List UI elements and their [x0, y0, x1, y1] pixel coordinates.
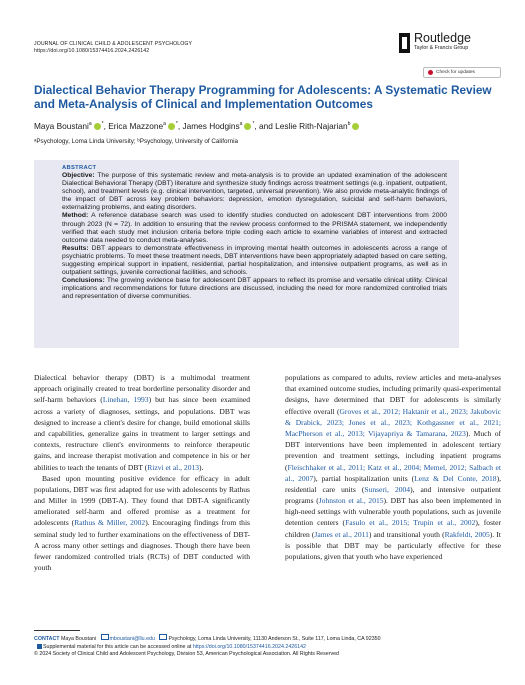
publisher-subname: Taylor & Francis Group	[414, 45, 469, 51]
contact-label: CONTACT	[34, 636, 60, 642]
contact-line	[34, 634, 504, 644]
abstract-conclusions	[62, 277, 447, 301]
supplemental-text: Supplemental material for this article can be accessed online at	[43, 643, 192, 650]
author-marker: *	[101, 121, 104, 127]
abstract-objective-text: The purpose of this systematic review and meta-analysis is to provide an updated examination of the adolescent Dialectical Behavioral Therapy (DBT) literature and synthesize study findings across treatment settings (e.g. inpatient, outpatient, school), and treatment levels (e.g. clinical intervention, targeted, universal prevention). We also provide meta-analytic findings of the impact of DBT across key problem behaviors: depression, emotion dysregulation, suicidal and self-harm behaviors, externalizing problems, and eating disorders.	[62, 172, 447, 212]
body-text: ), foster children (	[285, 518, 501, 539]
footnote-divider	[34, 630, 80, 631]
body-text: ). DBT has also been implemented in high-need settings with vulnerable youth populations, such as juvenile detention centers (	[285, 496, 501, 528]
abstract-conclusions-text: The growing evidence base for adolescent DBT appears to reflect its promise and versatile clinical utility. Clinical implications and recommendations for future directions are discussed, including the need for more randomized controlled trials and representation of diverse communities.	[62, 277, 447, 301]
body-text: populations as compared to adults, review articles and meta-analyses that examined outcome studies, including primarily quasi-experimental designs, have determined that DBT for adolescents is similarly effective overall (	[285, 373, 501, 416]
author-marker: *	[252, 121, 255, 127]
author-affiliation-mark: b	[347, 121, 351, 127]
author-list: Maya Boustani$^a$ *, Erica Mazzone$^a$ *, James Hodgins$^a$ *, and Leslie Rith-Najarian$^b$	[34, 119, 504, 132]
body-column-right	[285, 372, 501, 562]
author-name[interactable]: Leslie Rith-Najarian	[275, 120, 348, 131]
abstract-objective	[62, 172, 447, 212]
supplemental-line	[34, 644, 504, 652]
copyright: © 2024 Society of Clinical Child and Adolescent Psychology, Division 53, American Psychological Association. All Rights Reserved	[34, 651, 339, 657]
contact-address: Psychology, Loma Linda University, 11130 Anderson St., Suite 117, Loma Linda, CA 92350	[168, 636, 381, 642]
routledge-logo-icon	[399, 33, 410, 53]
abstract-objective-label: Objective:	[62, 172, 95, 179]
body-text: ) and transitional youth (	[368, 529, 445, 539]
body-paragraph	[34, 473, 250, 574]
journal-doi-link[interactable]: https://doi.org/10.1080/15374416.2024.2426142	[34, 48, 150, 54]
check-for-updates-label: Check for updates	[436, 70, 475, 75]
orcid-icon[interactable]	[168, 123, 175, 130]
citation-link[interactable]: Lenz & Del Conte, 2018	[414, 473, 497, 483]
journal-header	[34, 41, 192, 55]
abstract-results	[62, 245, 447, 277]
check-for-updates-button[interactable]	[423, 67, 501, 78]
body-text: ) but has since been examined across a variety of diagnoses, settings, and populations. DBT was designed to increase a client's desire for change, build emotional skills and capabilities, generalize gains in treatment to larger settings and contexts, restructure client's environments to reinforce therapeutic gains, and increase therapist motivation and competence in his or her abilities to teach the tenants of DBT (	[34, 395, 250, 472]
contact-footnote	[34, 634, 504, 659]
citation-link[interactable]: Rathus & Miller, 2002	[74, 518, 146, 528]
citation-link[interactable]: Groves et al., 2012; Haktanir et al., 2023; Jakubovic & Drabick, 2023; Jones et al., 2023; Kothgassner et al., 2021; MacPherson et al., 2013; Vijayapriya & Tamarana, 2023	[285, 406, 502, 438]
citation-link[interactable]: Linehan, 1993	[102, 395, 149, 405]
abstract-method-label: Method:	[62, 212, 89, 220]
orcid-icon[interactable]	[244, 123, 251, 130]
body-paragraph	[34, 372, 250, 473]
body-text: Dialectical behavior therapy (DBT) is a multimodal treatment approach originally created to treat borderline personality disorder and self-harm behaviors (	[34, 373, 250, 405]
abstract-results-label: Results:	[62, 244, 89, 252]
body-paragraph	[285, 372, 501, 562]
citation-link[interactable]: Fasulo et al., 2015; Trupin et al., 2002	[345, 518, 476, 528]
author-affiliation-mark: a	[163, 121, 166, 127]
abstract-heading: ABSTRACT	[62, 165, 97, 171]
author-affiliation-mark: a	[239, 121, 243, 127]
publisher-logo	[399, 31, 499, 59]
supplemental-icon	[37, 644, 42, 649]
abstract-results-text: DBT appears to demonstrate effectiveness in improving mental health outcomes in adolescents across a range of psychiatric problems. To meet these treatment needs, DBT interventions have been appropriately adapted based on care setting, suggesting empirical support in inpatient, residential, partial hospitalization, and intensive outpatient programs, as well as in outpatient settings, juvenile correctional facilities, and schools.	[62, 244, 447, 277]
contact-name: Maya Boustani	[60, 636, 97, 642]
citation-link[interactable]: Sunseri, 2004	[364, 484, 411, 494]
abstract-method-text: A reference database search was used to identify studies conducted on adolescent DBT interventions from 2000 through 2023 (N = 72). In addition to ensuring that the review process conformed to the PRISMA statement, we independently verified that each study met inclusion criteria before triple coding each article to examine variables of interest and extracted outcome data needed to conduct meta-analyses.	[62, 212, 447, 244]
body-text: ), partial hospitalization units (	[313, 473, 415, 483]
citation-link[interactable]: James et al., 2011	[314, 529, 369, 539]
body-text: ), residential care units (	[285, 473, 501, 494]
citation-link[interactable]: Johnston et al., 2015	[318, 496, 384, 506]
citation-link[interactable]: Rakfeldt, 2005	[444, 529, 490, 539]
citation-link[interactable]: Rizvi et al., 2013	[147, 462, 200, 472]
author-marker: *	[175, 121, 178, 127]
publisher-name: Routledge	[414, 31, 471, 45]
body-text: ). Much of DBT interventions have been implemented in adolescent tertiary prevention and treatment settings, including inpatient programs (	[285, 428, 501, 472]
body-column-left	[34, 372, 250, 573]
body-text: ). It is possible that DBT may be particularly effective for these populations, given that youth who have experienced	[285, 529, 501, 561]
orcid-icon[interactable]	[94, 123, 101, 130]
citation-link[interactable]: Fleischhaker et al., 2011; Katz et al., 2004; Memel, 2012; Salbach et al., 2007	[285, 462, 501, 483]
author-name[interactable]: Erica Mazzone	[108, 120, 164, 131]
email-icon	[101, 634, 109, 640]
body-text: ).	[199, 462, 204, 472]
abstract-box	[34, 160, 459, 348]
author-name[interactable]: James Hodgins	[182, 120, 240, 131]
supplemental-link[interactable]: https://doi.org/10.1080/15374416.2024.2426142	[192, 643, 306, 650]
contact-email-link[interactable]: mboustani@llu.edu	[109, 636, 155, 642]
body-text: ). Encouraging findings from this seminal study led to further examinations on the effectiveness of DBT-A across many other settings and diagnoses. Though there have been fewer randomized controlled trials (RCTs) of DBT conducted with youth	[34, 518, 250, 573]
abstract-method	[62, 212, 447, 244]
author-name[interactable]: Maya Boustani	[34, 120, 89, 131]
author-affiliation-mark: a	[88, 121, 92, 127]
address-icon	[159, 634, 167, 640]
orcid-icon[interactable]	[352, 123, 359, 130]
body-text: ), and intensive outpatient programs (	[285, 484, 501, 506]
journal-name: JOURNAL OF CLINICAL CHILD & ADOLESCENT PSYCHOLOGY	[34, 41, 193, 47]
body-text: Based upon mounting positive evidence for efficacy in adult populations, DBT was first adapted for use with adolescents by Rathus and Miller in 1999 (DBT-A). They found that DBT-A significantly ameliorated self-harm and offered promise as a treatment for adolescents (	[34, 473, 250, 528]
abstract-conclusions-label: Conclusions:	[62, 277, 105, 285]
affiliations: ᵃPsychology, Loma Linda University; ᵇPsychology, University of California	[34, 138, 238, 145]
article-title: Dialectical Behavior Therapy Programming for Adolescents: A Systematic Review and Meta-Analysis of Clinical and Implementation Outcomes	[34, 83, 492, 111]
crossmark-icon	[428, 70, 433, 75]
